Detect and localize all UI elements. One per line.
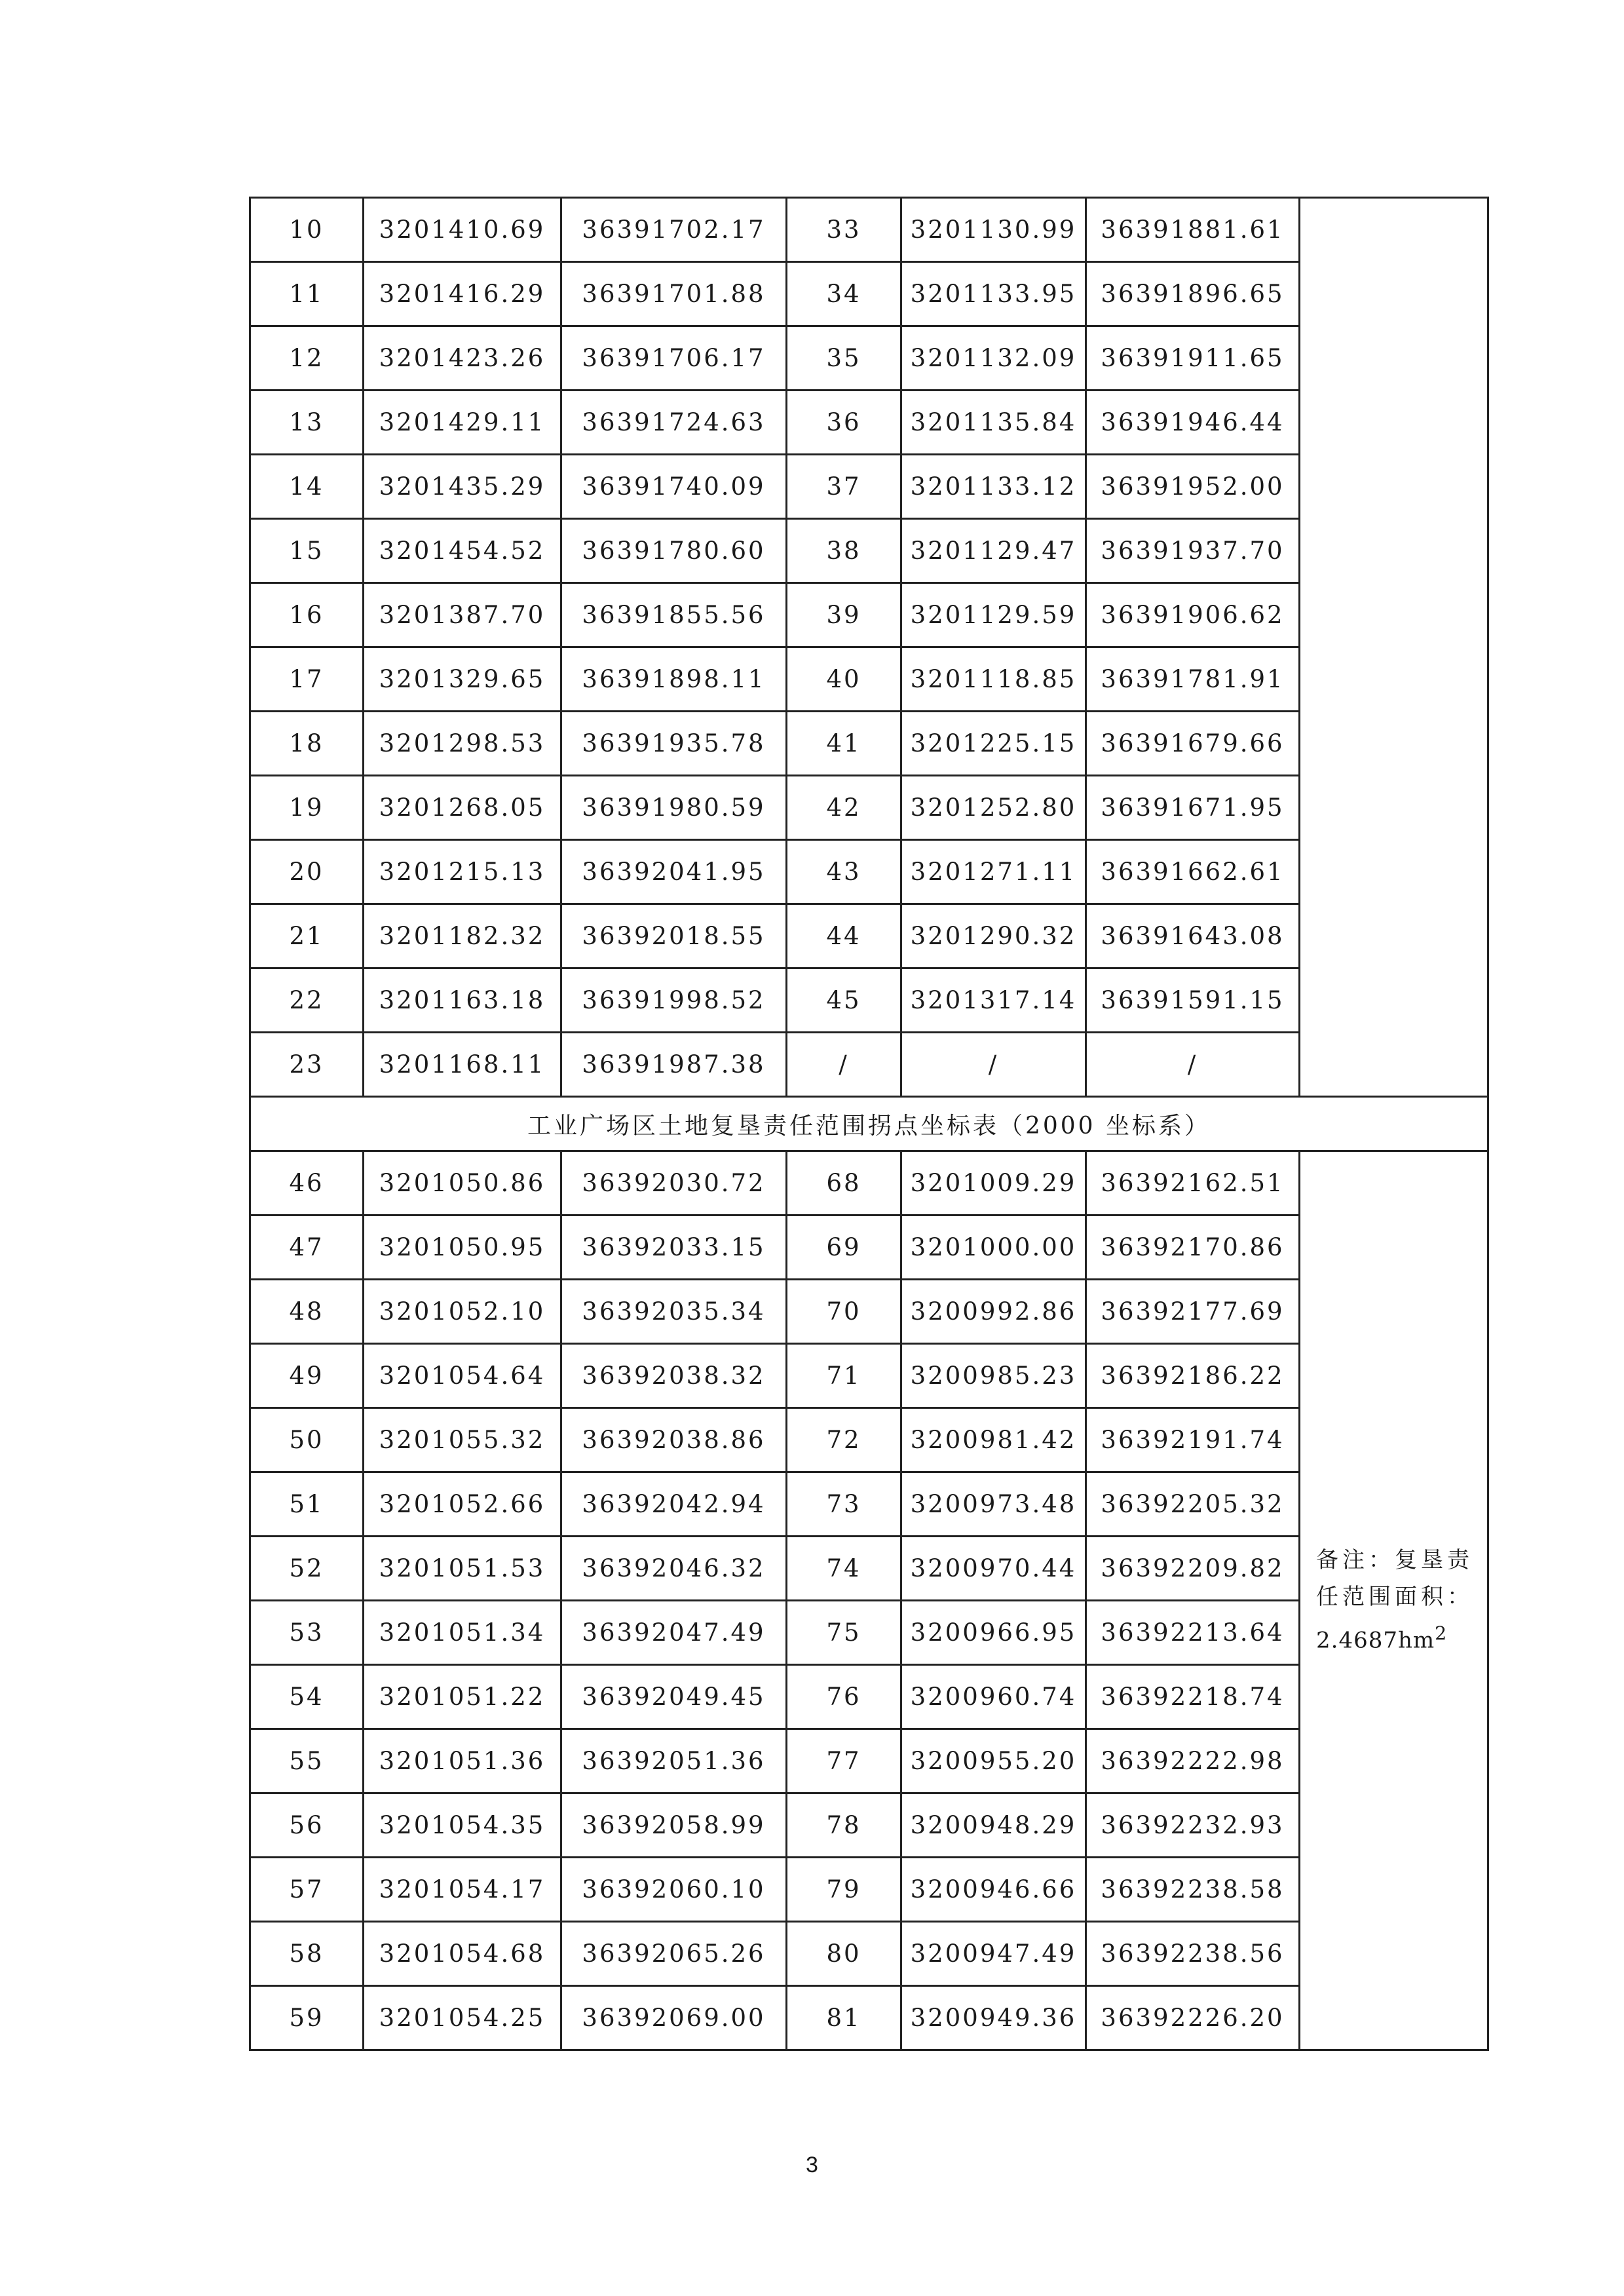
y-coordinate-cell: 36392162.51 xyxy=(1086,1151,1300,1215)
x-coordinate-cell: 3201410.69 xyxy=(364,198,561,262)
y-coordinate-cell: 36391591.15 xyxy=(1086,968,1300,1033)
x-coordinate-cell: 3200960.74 xyxy=(901,1665,1086,1729)
y-coordinate-cell: 36391724.63 xyxy=(561,391,787,455)
y-coordinate-cell: 36391881.61 xyxy=(1086,198,1300,262)
y-coordinate-cell: 36391911.65 xyxy=(1086,326,1300,391)
y-coordinate-cell: 36392018.55 xyxy=(561,904,787,968)
point-id-cell: 17 xyxy=(250,647,364,712)
y-coordinate-cell: 36392060.10 xyxy=(561,1858,787,1922)
point-id-cell: 12 xyxy=(250,326,364,391)
point-id-cell: 11 xyxy=(250,262,364,326)
point-id-cell: 16 xyxy=(250,583,364,647)
x-coordinate-cell: 3201052.10 xyxy=(364,1280,561,1344)
x-coordinate-cell: 3201054.17 xyxy=(364,1858,561,1922)
point-id-cell: 20 xyxy=(250,840,364,904)
y-coordinate-cell: 36391780.60 xyxy=(561,519,787,583)
x-coordinate-cell: 3201054.64 xyxy=(364,1344,561,1408)
point-id-cell: 39 xyxy=(787,583,901,647)
y-coordinate-cell: 36391781.91 xyxy=(1086,647,1300,712)
section-title-row xyxy=(250,1097,1488,1151)
point-id-cell: 13 xyxy=(250,391,364,455)
x-coordinate-cell: 3200946.66 xyxy=(901,1858,1086,1922)
point-id-cell: 57 xyxy=(250,1858,364,1922)
point-id-cell: 38 xyxy=(787,519,901,583)
x-coordinate-cell: 3201387.70 xyxy=(364,583,561,647)
page-number: 3 xyxy=(806,2152,818,2177)
x-coordinate-cell: 3201050.86 xyxy=(364,1151,561,1215)
remark-area-unit-superscript: 2 xyxy=(1435,1622,1451,1645)
x-coordinate-cell: 3201133.12 xyxy=(901,455,1086,519)
x-coordinate-cell: 3201225.15 xyxy=(901,712,1086,776)
y-coordinate-cell: 36391906.62 xyxy=(1086,583,1300,647)
point-id-cell: 53 xyxy=(250,1601,364,1665)
x-coordinate-cell: 3201051.34 xyxy=(364,1601,561,1665)
y-coordinate-cell: 36392047.49 xyxy=(561,1601,787,1665)
point-id-cell: 78 xyxy=(787,1793,901,1858)
point-id-cell: 14 xyxy=(250,455,364,519)
point-id-cell: 75 xyxy=(787,1601,901,1665)
point-id-cell: 10 xyxy=(250,198,364,262)
y-coordinate-cell: 36392218.74 xyxy=(1086,1665,1300,1729)
x-coordinate-cell: 3201298.53 xyxy=(364,712,561,776)
y-coordinate-cell: 36391671.95 xyxy=(1086,776,1300,840)
y-coordinate-cell: 36391980.59 xyxy=(561,776,787,840)
y-coordinate-cell: 36391987.38 xyxy=(561,1033,787,1097)
x-coordinate-cell: 3201051.36 xyxy=(364,1729,561,1793)
x-coordinate-cell: 3200955.20 xyxy=(901,1729,1086,1793)
x-coordinate-cell: 3201118.85 xyxy=(901,647,1086,712)
y-coordinate-cell: 36392030.72 xyxy=(561,1151,787,1215)
point-id-cell: 68 xyxy=(787,1151,901,1215)
y-coordinate-cell: 36391701.88 xyxy=(561,262,787,326)
x-coordinate-cell: 3201052.66 xyxy=(364,1472,561,1537)
y-coordinate-cell: 36391740.09 xyxy=(561,455,787,519)
point-id-cell: 52 xyxy=(250,1537,364,1601)
x-coordinate-cell: 3201435.29 xyxy=(364,455,561,519)
y-coordinate-cell: 36392205.32 xyxy=(1086,1472,1300,1537)
y-coordinate-cell: 36392209.82 xyxy=(1086,1537,1300,1601)
point-id-cell: 80 xyxy=(787,1922,901,1986)
section-header-body xyxy=(250,1097,1488,1151)
table-row xyxy=(250,198,1488,262)
point-id-cell: 81 xyxy=(787,1986,901,2050)
point-id-cell: 77 xyxy=(787,1729,901,1793)
point-id-cell: 69 xyxy=(787,1215,901,1280)
point-id-cell: 73 xyxy=(787,1472,901,1537)
y-coordinate-cell: 36392177.69 xyxy=(1086,1280,1300,1344)
x-coordinate-cell: 3201054.35 xyxy=(364,1793,561,1858)
x-coordinate-cell: 3200948.29 xyxy=(901,1793,1086,1858)
x-coordinate-cell: 3200970.44 xyxy=(901,1537,1086,1601)
point-id-cell: 35 xyxy=(787,326,901,391)
point-id-cell: 43 xyxy=(787,840,901,904)
y-coordinate-cell: 36392065.26 xyxy=(561,1922,787,1986)
point-id-cell: 41 xyxy=(787,712,901,776)
y-coordinate-cell: 36392041.95 xyxy=(561,840,787,904)
x-coordinate-cell: / xyxy=(901,1033,1086,1097)
y-coordinate-cell: 36391662.61 xyxy=(1086,840,1300,904)
y-coordinate-cell: 36392232.93 xyxy=(1086,1793,1300,1858)
point-id-cell: 36 xyxy=(787,391,901,455)
y-coordinate-cell: 36392226.20 xyxy=(1086,1986,1300,2050)
y-coordinate-cell: 36391679.66 xyxy=(1086,712,1300,776)
point-id-cell: 19 xyxy=(250,776,364,840)
remark-area-value: 2.4687hm xyxy=(1316,1627,1435,1654)
x-coordinate-cell: 3201290.32 xyxy=(901,904,1086,968)
x-coordinate-cell: 3201051.53 xyxy=(364,1537,561,1601)
y-coordinate-cell: 36391702.17 xyxy=(561,198,787,262)
point-id-cell: 15 xyxy=(250,519,364,583)
y-coordinate-cell: 36391952.00 xyxy=(1086,455,1300,519)
point-id-cell: 37 xyxy=(787,455,901,519)
point-id-cell: 54 xyxy=(250,1665,364,1729)
y-coordinate-cell: 36392049.45 xyxy=(561,1665,787,1729)
x-coordinate-cell: 3201050.95 xyxy=(364,1215,561,1280)
y-coordinate-cell: 36392042.94 xyxy=(561,1472,787,1537)
y-coordinate-cell: 36392170.86 xyxy=(1086,1215,1300,1280)
y-coordinate-cell: 36392222.98 xyxy=(1086,1729,1300,1793)
point-id-cell: 21 xyxy=(250,904,364,968)
y-coordinate-cell: 36392058.99 xyxy=(561,1793,787,1858)
point-id-cell: 42 xyxy=(787,776,901,840)
x-coordinate-cell: 3201009.29 xyxy=(901,1151,1086,1215)
bottom-table-body xyxy=(250,1151,1488,2050)
x-coordinate-cell: 3201129.47 xyxy=(901,519,1086,583)
x-coordinate-cell: 3201429.11 xyxy=(364,391,561,455)
x-coordinate-cell: 3201054.68 xyxy=(364,1922,561,1986)
y-coordinate-cell: 36392035.34 xyxy=(561,1280,787,1344)
y-coordinate-cell: 36391643.08 xyxy=(1086,904,1300,968)
point-id-cell: 46 xyxy=(250,1151,364,1215)
x-coordinate-cell: 3201329.65 xyxy=(364,647,561,712)
y-coordinate-cell: 36392051.36 xyxy=(561,1729,787,1793)
point-id-cell: 22 xyxy=(250,968,364,1033)
point-id-cell: 71 xyxy=(787,1344,901,1408)
x-coordinate-cell: 3201215.13 xyxy=(364,840,561,904)
point-id-cell: 34 xyxy=(787,262,901,326)
y-coordinate-cell: 36391898.11 xyxy=(561,647,787,712)
point-id-cell: 18 xyxy=(250,712,364,776)
remark-cell xyxy=(1300,198,1488,1097)
x-coordinate-cell: 3200992.86 xyxy=(901,1280,1086,1344)
point-id-cell: 44 xyxy=(787,904,901,968)
x-coordinate-cell: 3201268.05 xyxy=(364,776,561,840)
x-coordinate-cell: 3201133.95 xyxy=(901,262,1086,326)
point-id-cell: 74 xyxy=(787,1537,901,1601)
x-coordinate-cell: 3201317.14 xyxy=(901,968,1086,1033)
x-coordinate-cell: 3200981.42 xyxy=(901,1408,1086,1472)
y-coordinate-cell: 36392038.86 xyxy=(561,1408,787,1472)
point-id-cell: 50 xyxy=(250,1408,364,1472)
coordinate-table xyxy=(249,197,1489,2051)
x-coordinate-cell: 3201271.11 xyxy=(901,840,1086,904)
point-id-cell: 40 xyxy=(787,647,901,712)
x-coordinate-cell: 3201163.18 xyxy=(364,968,561,1033)
y-coordinate-cell: 36392238.58 xyxy=(1086,1858,1300,1922)
x-coordinate-cell: 3201454.52 xyxy=(364,519,561,583)
y-coordinate-cell: 36391946.44 xyxy=(1086,391,1300,455)
x-coordinate-cell: 3201423.26 xyxy=(364,326,561,391)
y-coordinate-cell: 36391998.52 xyxy=(561,968,787,1033)
y-coordinate-cell: / xyxy=(1086,1033,1300,1097)
point-id-cell: 70 xyxy=(787,1280,901,1344)
point-id-cell: 55 xyxy=(250,1729,364,1793)
y-coordinate-cell: 36391937.70 xyxy=(1086,519,1300,583)
y-coordinate-cell: 36391896.65 xyxy=(1086,262,1300,326)
point-id-cell: 72 xyxy=(787,1408,901,1472)
x-coordinate-cell: 3201051.22 xyxy=(364,1665,561,1729)
point-id-cell: 76 xyxy=(787,1665,901,1729)
x-coordinate-cell: 3200966.95 xyxy=(901,1601,1086,1665)
y-coordinate-cell: 36392213.64 xyxy=(1086,1601,1300,1665)
x-coordinate-cell: 3201000.00 xyxy=(901,1215,1086,1280)
remark-cell xyxy=(1300,1151,1488,2050)
y-coordinate-cell: 36392046.32 xyxy=(561,1537,787,1601)
x-coordinate-cell: 3201416.29 xyxy=(364,262,561,326)
point-id-cell: 56 xyxy=(250,1793,364,1858)
section-title: 工业广场区土地复垦责任范围拐点坐标表（2000 坐标系） xyxy=(250,1097,1488,1151)
x-coordinate-cell: 3201130.99 xyxy=(901,198,1086,262)
point-id-cell: 58 xyxy=(250,1922,364,1986)
top-table-body xyxy=(250,198,1488,1097)
table-row xyxy=(250,1151,1488,1215)
y-coordinate-cell: 36392069.00 xyxy=(561,1986,787,2050)
point-id-cell: 59 xyxy=(250,1986,364,2050)
point-id-cell: 49 xyxy=(250,1344,364,1408)
x-coordinate-cell: 3200985.23 xyxy=(901,1344,1086,1408)
point-id-cell: 51 xyxy=(250,1472,364,1537)
y-coordinate-cell: 36392038.32 xyxy=(561,1344,787,1408)
x-coordinate-cell: 3201168.11 xyxy=(364,1033,561,1097)
x-coordinate-cell: 3201129.59 xyxy=(901,583,1086,647)
x-coordinate-cell: 3201132.09 xyxy=(901,326,1086,391)
y-coordinate-cell: 36392033.15 xyxy=(561,1215,787,1280)
y-coordinate-cell: 36392238.56 xyxy=(1086,1922,1300,1986)
point-id-cell: 33 xyxy=(787,198,901,262)
point-id-cell: 48 xyxy=(250,1280,364,1344)
y-coordinate-cell: 36391935.78 xyxy=(561,712,787,776)
y-coordinate-cell: 36391855.56 xyxy=(561,583,787,647)
x-coordinate-cell: 3200949.36 xyxy=(901,1986,1086,2050)
y-coordinate-cell: 36392186.22 xyxy=(1086,1344,1300,1408)
x-coordinate-cell: 3201135.84 xyxy=(901,391,1086,455)
point-id-cell: / xyxy=(787,1033,901,1097)
y-coordinate-cell: 36392191.74 xyxy=(1086,1408,1300,1472)
remark-label: 备注：复垦责任范围面积： xyxy=(1316,1547,1473,1611)
x-coordinate-cell: 3201182.32 xyxy=(364,904,561,968)
x-coordinate-cell: 3201054.25 xyxy=(364,1986,561,2050)
x-coordinate-cell: 3201252.80 xyxy=(901,776,1086,840)
y-coordinate-cell: 36391706.17 xyxy=(561,326,787,391)
point-id-cell: 79 xyxy=(787,1858,901,1922)
point-id-cell: 47 xyxy=(250,1215,364,1280)
point-id-cell: 45 xyxy=(787,968,901,1033)
x-coordinate-cell: 3200947.49 xyxy=(901,1922,1086,1986)
point-id-cell: 23 xyxy=(250,1033,364,1097)
x-coordinate-cell: 3200973.48 xyxy=(901,1472,1086,1537)
x-coordinate-cell: 3201055.32 xyxy=(364,1408,561,1472)
